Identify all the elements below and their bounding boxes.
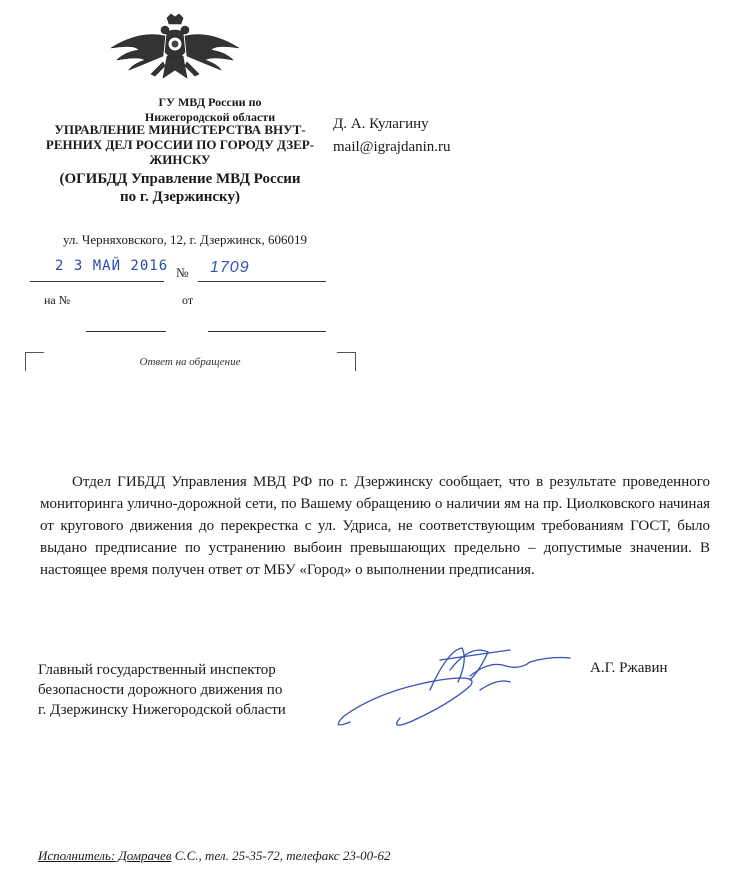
org-name-line: УПРАВЛЕНИЕ МИНИСТЕРСТВА ВНУТ- — [54, 122, 306, 137]
org-address: ул. Черняховского, 12, г. Дзержинск, 606019 — [62, 232, 308, 247]
signer-name: А.Г. Ржавин — [590, 660, 668, 676]
recipient-email: mail@igrajdanin.ru — [333, 139, 451, 155]
org-name-line: РЕННИХ ДЕЛ РОССИИ ПО ГОРОДУ ДЗЕР- — [45, 137, 315, 152]
org-name — [40, 122, 320, 167]
date-stamp: 2 3 МАЙ 2016 — [55, 258, 169, 274]
reply-to-number-label: на № — [44, 293, 71, 307]
org-subunit-line: (ОГИБДД Управление МВД России — [59, 171, 301, 187]
reply-to-date-label: от — [182, 293, 194, 307]
org-name-line: ЖИНСКУ — [149, 152, 211, 167]
number-sign: № — [176, 265, 189, 280]
org-parent-line: ГУ МВД России по — [158, 95, 262, 109]
executor-line — [38, 848, 391, 864]
handwritten-signature — [330, 630, 600, 740]
recipient-name: Д. А. Кулагину — [333, 116, 429, 132]
executor-contacts: С.С., тел. 25-35-72, телефакс 23-00-62 — [171, 848, 391, 863]
number-underline — [198, 281, 326, 282]
registration-number: 1709 — [210, 259, 250, 276]
signatory-title-line: безопасности дорожного движения по — [38, 682, 283, 698]
reply-date-underline — [208, 331, 326, 332]
letter-body: Отдел ГИБДД Управления МВД РФ по г. Дзержинску сообщает, что в результате проведенного мониторинга улично-дорожной сети, по Вашему обращению о наличии ям на пр. Циолковского начиная от кругового движения до перекрестка с ул. Удриса, не соответствующим требованиям ГОСТ, было выдано предписание по устранению выбоин превышающих предельно – допустимые значении. В настоящее время получен ответ от МБУ «Город» о выполнении предписания. — [40, 474, 710, 578]
subject-line: Ответ на обращение — [139, 356, 241, 368]
reply-number-underline — [86, 331, 166, 332]
signatory-title-line: г. Дзержинску Нижегородской области — [38, 702, 286, 718]
date-underline — [30, 281, 164, 282]
org-region-line: Нижегородской области — [144, 110, 276, 124]
eagle-emblem-icon — [105, 12, 245, 92]
org-subunit-line: по г. Дзержинску) — [120, 189, 240, 205]
subject-corner-right — [337, 352, 356, 371]
signatory-title-line: Главный государственный инспектор — [38, 662, 276, 678]
org-subunit — [30, 170, 330, 206]
executor-label: Исполнитель: Домрачев — [38, 848, 172, 863]
subject-corner-left — [25, 352, 44, 371]
